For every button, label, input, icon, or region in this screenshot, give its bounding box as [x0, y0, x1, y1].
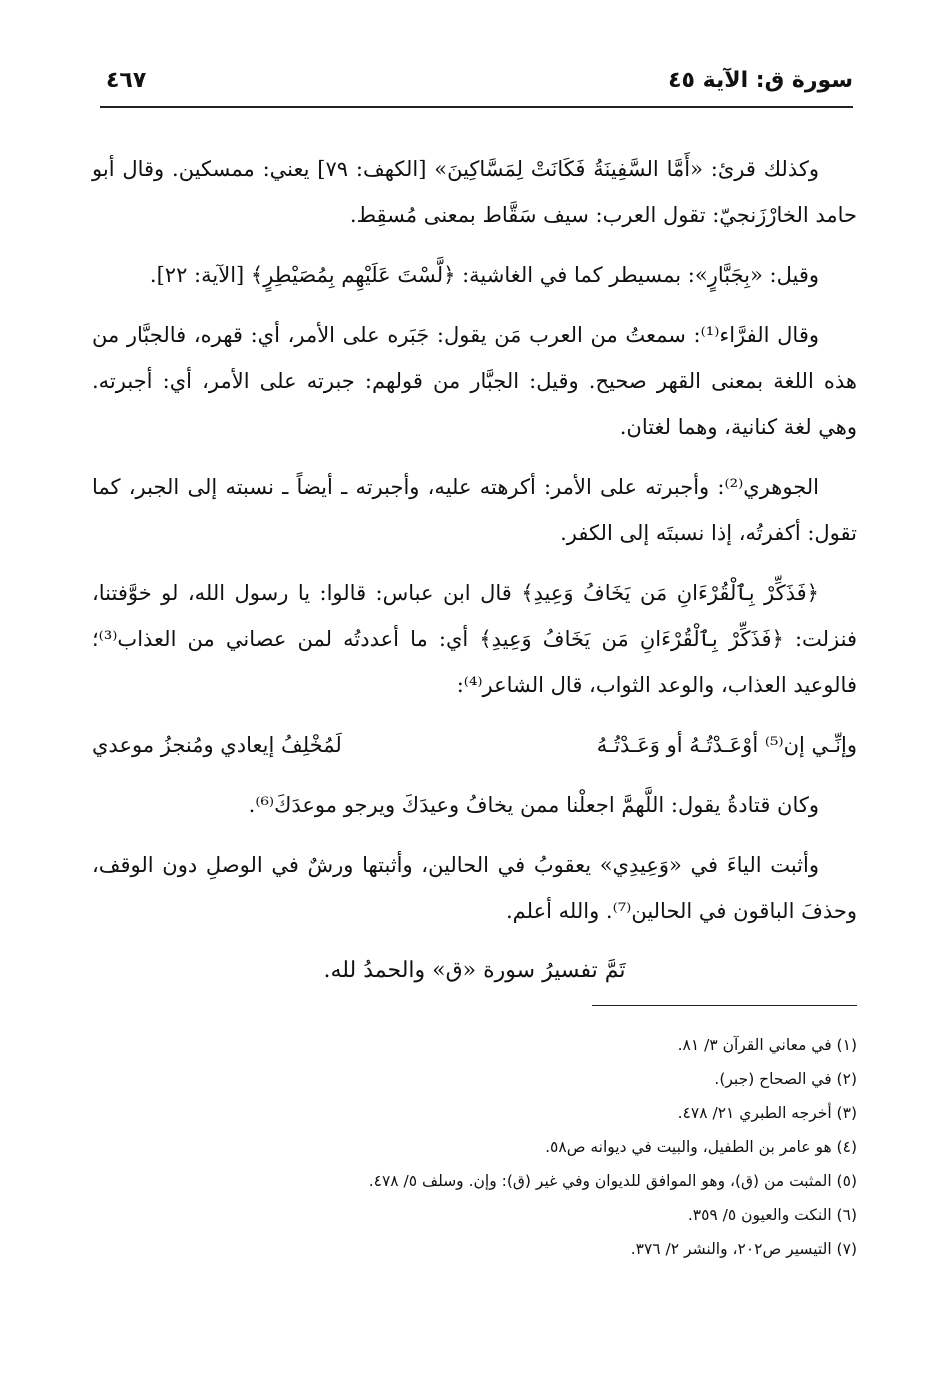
footnote: (٣) أخرجه الطبري ٢١/ ٤٧٨.: [677, 1104, 857, 1122]
paragraph: الجوهري⁽²⁾: وأجبرته على الأمر: أكرهته عليه، وأجبرته ـ أيضاً ـ نسبته إلى الجبر، كما تقول: أكفرتُه، إذا نسبتَه إلى الكفر.: [92, 475, 857, 545]
footnote: (٥) المثبت من (ق)، وهو الموافق للديوان وفي غير (ق): وإن. وسلف ٥/ ٤٧٨.: [368, 1172, 857, 1190]
paragraph: وقيل: «بِجَبَّارٍ»: بمسيطر كما في الغاشية: ﴿لَّسْتَ عَلَيْهِم بِمُصَيْطِرٍ﴾ [الآية: ٢٢].: [149, 263, 819, 287]
paragraph: وكان قتادةُ يقول: اللَّهمَّ اجعلْنا ممن يخافُ وعيدَكَ ويرجو موعدَكَ⁽⁶⁾.: [248, 793, 819, 817]
paragraph: ﴿فَذَكِّرْ بِٱلْقُرْءَانِ مَن يَخَافُ وَعِيدِ﴾ قال ابن عباس: قالوا: يا رسول الله، لو خوَّفتنا، فنزلت: ﴿فَذَكِّرْ بِٱلْقُرْءَانِ مَن يَخَافُ وَعِيدِ﴾ أي: ما أعددتُه لمن عصاني من العذاب⁽³⁾؛ فالوعيد العذاب، والوعد الثواب، قال الشاعر⁽⁴⁾:: [92, 581, 857, 697]
paragraph: وقال الفرَّاء⁽¹⁾: سمعتُ من العرب مَن يقول: جَبَره على الأمر، أي: قهره، فالجبَّار من هذه اللغة بمعنى القهر صحيح. وقيل: الجبَّار من قولهم: جبرته على الأمر، أي: أجبرته. وهي لغة كنانية، وهما لغتان.: [92, 323, 857, 439]
verse-first-hemistich: وإنِّـي إن⁽⁵⁾ أوْعَـدْتُـهُ أو وَعَـدْتُـهُ: [596, 733, 857, 757]
footnote: (٦) النكت والعيون ٥/ ٣٥٩.: [687, 1206, 857, 1224]
main-text: [92, 146, 857, 1008]
footnote-separator: [592, 1005, 857, 1006]
poetry-verse: [92, 722, 857, 768]
paragraph: وكذلك قرئ: «أَمَّا السَّفِينَةُ فَكَانَتْ لِمَسَّاكِينَ» [الكهف: ٧٩] يعني: ممسكين. وقال أبو حامد الخارْزَنجيّ: تقول العرب: سيف سَقَّاط بمعنى مُسقِط.: [92, 157, 857, 227]
paragraph: وأثبت الياءَ في «وَعِيدِي» يعقوبُ في الحالين، وأثبتها ورشٌ في الوصلِ دون الوقف، وحذفَ الباقون في الحالين⁽⁷⁾. والله أعلم.: [92, 853, 857, 923]
footnote: (٤) هو عامر بن الطفيل، والبيت في ديوانه ص٥٨.: [545, 1138, 857, 1156]
running-title: سورة ق: الآية ٤٥: [668, 68, 853, 93]
footnote: (٧) التيسير ص٢٠٢، والنشر ٢/ ٣٧٦.: [630, 1240, 857, 1258]
header-rule: [100, 106, 853, 108]
footnote: (٢) في الصحاح (جبر).: [714, 1070, 857, 1088]
footnotes: [92, 1036, 857, 1274]
page-number: ٤٦٧: [106, 68, 147, 93]
closing-line: تَمَّ تفسيرُ سورة «ق» والحمدُ لله.: [323, 958, 626, 983]
running-header: [96, 62, 853, 102]
footnote: (١) في معاني القرآن ٣/ ٨١.: [677, 1036, 857, 1054]
verse-second-hemistich: لَمُخْلِفُ إيعادي ومُنجزُ موعدي: [92, 733, 342, 757]
